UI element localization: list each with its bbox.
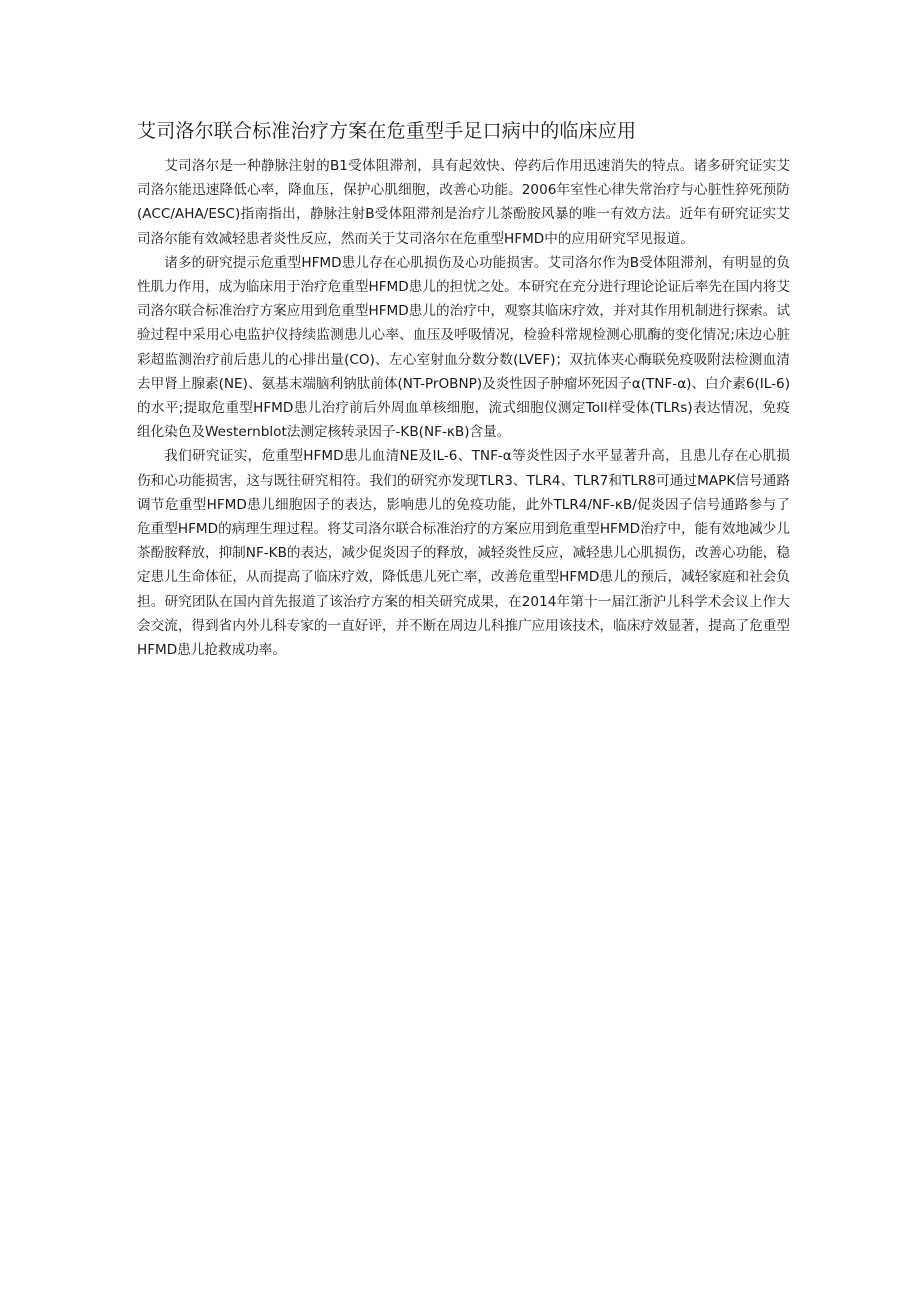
paragraph-3: 我们研究证实，危重型HFMD患儿血清NE及IL-6、TNF-α等炎性因子水平显著升高，且患儿存在心肌损伤和心功能损害，这与既往研究相符。我们的研究亦发现TLR3、TLR4、TLR7和TLR8可通过MAPK信号通路调节危重型HFMD患儿细胞因子的表达，影响患儿的免疫功能，此外TLR4/NF-κB/促炎因子信号通路参与了危重型HFMD的病理生理过程。将艾司洛尔联合标准治疗的方案应用到危重型HFMD治疗中，能有效地减少儿茶酚胺释放，抑制NF-KB的表达，减少促炎因子的释放，减轻炎性反应，减轻患儿心肌损伤，改善心功能，稳定患儿生命体征，从而提高了临床疗效，降低患儿死亡率，改善危重型HFMD患儿的预后，减轻家庭和社会负担。研究团队在国内首先报道了该治疗方案的相关研究成果，在2014年第十一届江浙沪儿科学术会议上作大会交流，得到省内外儿科专家的一直好评，并不断在周边儿科推广应用该技术，临床疗效显著，提高了危重型HFMD患儿抢救成功率。: [137, 448, 790, 659]
paragraph-1: 艾司洛尔是一种静脉注射的B1受体阻滞剂，具有起效快、停药后作用迅速消失的特点。诸多研究证实艾司洛尔能迅速降低心率，降血压，保护心肌细胞，改善心功能。2006年室性心律失常治疗与心脏性猝死预防(ACC/AHA/ESC)指南指出，静脉注射B受体阻滞剂是治疗儿茶酚胺风暴的唯一有效方法。近年有研究证实艾司洛尔能有效减轻患者炎性反应，然而关于艾司洛尔在危重型HFMD中的应用研究罕见报道。: [137, 158, 790, 247]
document-page: [137, 118, 790, 662]
paragraph-2: 诸多的研究提示危重型HFMD患儿存在心肌损伤及心功能损害。艾司洛尔作为B受体阻滞剂，有明显的负性肌力作用，成为临床用于治疗危重型HFMD患儿的担忧之处。本研究在充分进行理论论证后率先在国内将艾司洛尔联合标准治疗方案应用到危重型HFMD患儿的治疗中，观察其临床疗效，并对其作用机制进行探索。试验过程中采用心电监护仪持续监测患儿心率、血压及呼吸情况，检验科常规检测心肌酶的变化情况;床边心脏彩超监测治疗前后患儿的心排出量(CO)、左心室射血分数分数(LVEF)；双抗体夹心酶联免疫吸附法检测血清去甲肾上腺素(NE)、氨基末端脑利钠肽前体(NT-PrOBNP)及炎性因子肿瘤坏死因子α(TNF-α)、白介素6(IL-6)的水平;提取危重型HFMD患儿治疗前后外周血单核细胞，流式细胞仪测定Toll样受体(TLRs)表达情况，免疫组化染色及Westernblot法测定核转录因子-KB(NF-κB)含量。: [137, 254, 790, 441]
document-title: 艾司洛尔联合标准治疗方案在危重型手足口病中的临床应用: [137, 120, 637, 142]
